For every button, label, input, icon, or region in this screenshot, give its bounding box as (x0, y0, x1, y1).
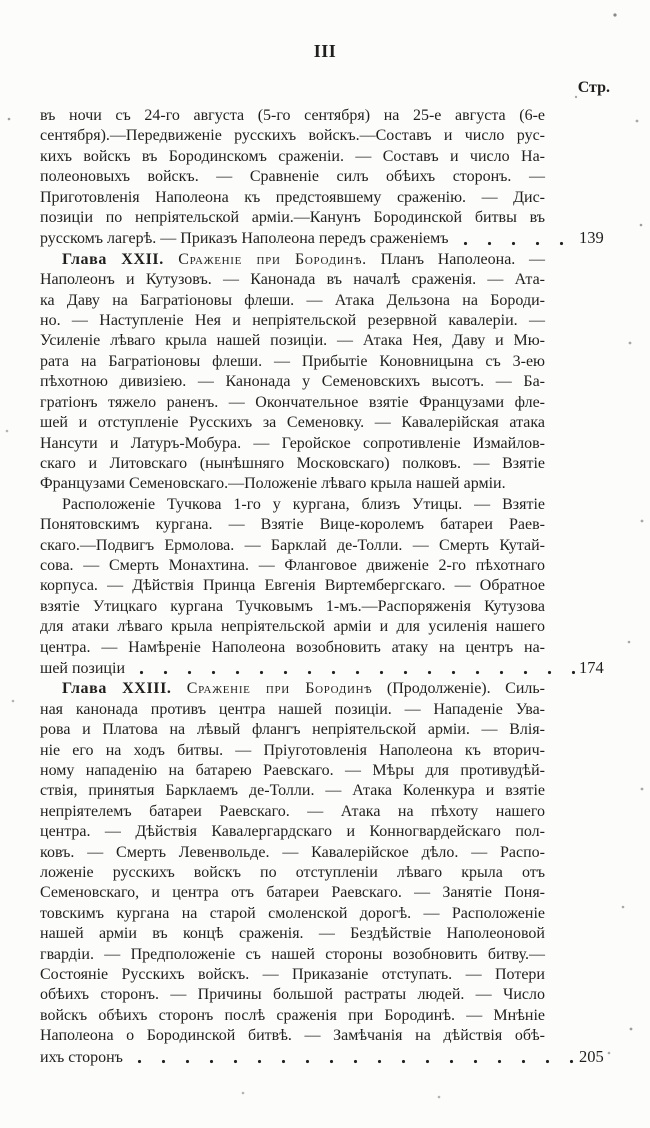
page-column-label: Стр. (577, 79, 610, 96)
toc-body (40, 106, 613, 1068)
text-segment: центра. — Дѣйствія Кавалергардскаго и Конногвардейскаго пол- (40, 823, 545, 841)
dot-leader (135, 658, 575, 679)
toc-line (40, 167, 545, 187)
toc-line (40, 679, 545, 699)
text-segment: полеоновыхъ войскъ. — Сравненіе силъ обѣихъ сторонъ. — (40, 168, 545, 186)
text-segment: скаго и Литовскаго (нынѣшняго Московскаго) полковъ. — Взятіе (40, 454, 545, 472)
toc-line (40, 126, 545, 146)
dot-leader (459, 228, 575, 249)
toc-line (40, 474, 545, 494)
text-segment: Нансути и Латуръ-Мобура. — Геройское сопротивленіе Измайлов- (40, 434, 545, 452)
text-segment: въ ночи съ 24-го августа (5-го сентября) на 25-е августа (6-е (40, 107, 545, 124)
toc-line (40, 1047, 613, 1068)
toc-line (40, 617, 545, 637)
text-segment: шей позиціи (40, 659, 125, 677)
text-segment: рова и Платова на лѣвый флангъ непріятельской арміи. — Влія- (40, 721, 545, 739)
chapter-label: Глава XXIII. (62, 680, 172, 698)
chapter-title: Сраженіе при Бородинѣ. (163, 250, 367, 268)
text-segment: ложеніе русскихъ войскъ по отступленіи лѣваго крыла отъ (40, 864, 545, 882)
text-segment: Наполеонъ и Кутузовъ. — Канонада въ началѣ сраженія. — Ата- (40, 271, 545, 289)
text-segment: Планъ Наполеона. — (366, 250, 545, 268)
text-segment: русскомъ лагерѣ. — Приказъ Наполеона передъ сраженіемъ (40, 230, 449, 248)
text-segment: ствія, принятыя Барклаемъ де-Толли. — Атака Коленкура и взятіе (40, 782, 545, 800)
toc-line (40, 147, 545, 167)
toc-line (40, 843, 545, 863)
toc-line (40, 413, 545, 433)
text-segment: непріятелемъ батареи Раевскаго. — Атака на пѣхоту нашего (40, 802, 545, 820)
text-segment: Французами Семеновскаго.—Положеніе лѣваго крыла нашей арміи. (40, 475, 506, 493)
toc-line (40, 597, 545, 617)
toc-line (40, 208, 545, 228)
text-segment: взятіе Утицкаго кургана Тучковымъ 1-мъ.—Распоряженія Кутузова (40, 597, 545, 615)
toc-line (40, 761, 545, 781)
toc-line (40, 434, 545, 454)
toc-line (40, 291, 545, 311)
text-segment: сова. — Смерть Монахтина. — Фланговое движеніе 2-го пѣхотнаго (40, 556, 545, 574)
text-segment: рата на Багратіоновы флеши. — Прибытіе Коновницына съ 3-ею (40, 352, 545, 370)
toc-line (40, 556, 545, 576)
text-segment: обѣихъ сторонъ. — Причины большой растраты людей. — Число (40, 986, 545, 1004)
text-segment: но. — Наступленіе Нея и непріятельской резервной кавалеріи. — (40, 312, 545, 330)
toc-line (40, 863, 545, 883)
page-ref: 174 (579, 657, 604, 677)
toc-line (40, 924, 545, 944)
text-segment: кихъ войскъ въ Бородинскомъ сраженіи. — Составъ и число На- (40, 147, 545, 165)
text-segment: Понятовскимъ кургана. — Взятіе Вице-королемъ батареи Раев- (40, 516, 545, 534)
toc-line (40, 576, 545, 596)
text-segment: Состояніе Русскихъ войскъ. — Приказаніе отступать. — Потери (40, 966, 545, 984)
text-segment: Усиленіе лѣваго крыла нашей позиціи. — Атака Нея, Даву и Мю- (40, 332, 545, 350)
toc-line (40, 904, 545, 924)
toc-line (40, 536, 545, 556)
toc-line (40, 781, 545, 801)
toc-entry (40, 495, 613, 680)
toc-line (40, 372, 545, 392)
toc-line (40, 188, 545, 208)
text-segment: центра. — Намѣреніе Наполеона возобновить атаку на центръ на- (40, 638, 545, 656)
text-segment: корпуса. — Дѣйствія Принца Евгенія Виртембергскаго. — Обратное (40, 577, 545, 595)
toc-line (40, 331, 545, 351)
text-segment: товскимъ кургана на старой смоленской дорогѣ. — Расположеніе (40, 904, 545, 922)
text-segment: гратіонъ тяжело раненъ. — Окончательное взятіе Французами фле- (40, 393, 545, 411)
text-segment: ному нападенію на батарею Раевскаго. — Мѣры для противудѣй- (40, 762, 545, 779)
toc-line (40, 106, 545, 126)
chapter-title: Сраженіе при Бородинѣ (171, 680, 373, 698)
text-segment: ная канонада противъ центра нашей позиціи. — Нападеніе Ува- (40, 700, 545, 718)
toc-line (40, 945, 545, 965)
text-segment: ихъ сторонъ (40, 1048, 123, 1066)
scan-speckles (0, 0, 2, 2)
toc-line (40, 883, 545, 903)
dot-leader (133, 1047, 575, 1068)
text-segment: Приготовленія Наполеона къ предстоявшему сраженію. — Дис- (40, 188, 545, 206)
page-number-roman: III (313, 41, 337, 61)
chapter-label: Глава XXII. (62, 250, 164, 268)
page-ref: 139 (579, 228, 604, 248)
text-segment: нашей арміи въ концѣ сраженія. — Бездѣйствіе Наполеоновой (40, 925, 545, 943)
toc-line (40, 250, 545, 270)
text-segment: пѣхотною дивизіею. — Канонада у Семеновскихъ высотъ. — Ба- (40, 373, 545, 391)
toc-entry (40, 250, 613, 495)
text-segment: гвардіи. — Предположеніе съ нашей стороны возобновить битву.— (40, 945, 545, 963)
toc-line (40, 454, 545, 474)
toc-line (40, 352, 545, 372)
text-segment: ніе его на ходъ битвы. — Пріуготовленія Наполеона къ вторич- (40, 741, 545, 759)
toc-line (40, 700, 545, 720)
text-segment: шей и отступленіе Русскихъ за Семеновку. — Кавалерійская атака (40, 414, 545, 432)
toc-line (40, 515, 545, 535)
toc-line (40, 658, 613, 679)
toc-line (40, 393, 545, 413)
toc-line (40, 741, 545, 761)
toc-line (40, 311, 545, 331)
text-segment: позиціи по непріятельской арміи.—Канунъ Бородинской битвы въ (40, 209, 545, 227)
toc-line (40, 985, 545, 1005)
text-segment: Расположеніе Тучкова 1-го у кургана, близъ Утицы. — Взятіе (62, 495, 545, 513)
toc-line (40, 495, 545, 515)
text-segment: ка Даву на Багратіоновы флеши. — Атака Дельзона на Бороди- (40, 291, 545, 309)
toc-line (40, 720, 545, 740)
toc-entry (40, 679, 613, 1068)
page-ref: 205 (579, 1046, 604, 1066)
text-segment: (Продолженіе). Силь- (372, 680, 546, 698)
text-segment: Семеновскаго, и центра отъ батареи Раевскаго. — Занятіе Поня- (40, 884, 545, 902)
text-segment: ковъ. — Смерть Левенвольде. — Кавалерійское дѣло. — Распо- (40, 843, 545, 861)
text-segment: Наполеона о Бородинской битвѣ. — Замѣчанія на дѣйствія обѣ- (40, 1027, 545, 1045)
text-segment: для атаки лѣваго крыла непріятельской арміи и для усиленія нашего (40, 618, 545, 636)
toc-line (40, 965, 545, 985)
toc-entry (40, 106, 613, 250)
text-segment: скаго.—Подвигъ Ермолова. — Барклай де-Толли. — Смерть Кутай- (40, 536, 545, 554)
toc-line (40, 270, 545, 290)
text-segment: войскъ обѣихъ сторонъ послѣ сраженія при Бородинѣ. — Мнѣніе (40, 1006, 545, 1024)
toc-line (40, 822, 545, 842)
toc-line (40, 1006, 545, 1026)
toc-line (40, 802, 545, 822)
toc-line (40, 1026, 545, 1046)
toc-line (40, 638, 545, 658)
toc-line (40, 228, 613, 249)
text-segment: сентября).—Передвиженіе русскихъ войскъ.—Составъ и число рус- (40, 127, 545, 145)
